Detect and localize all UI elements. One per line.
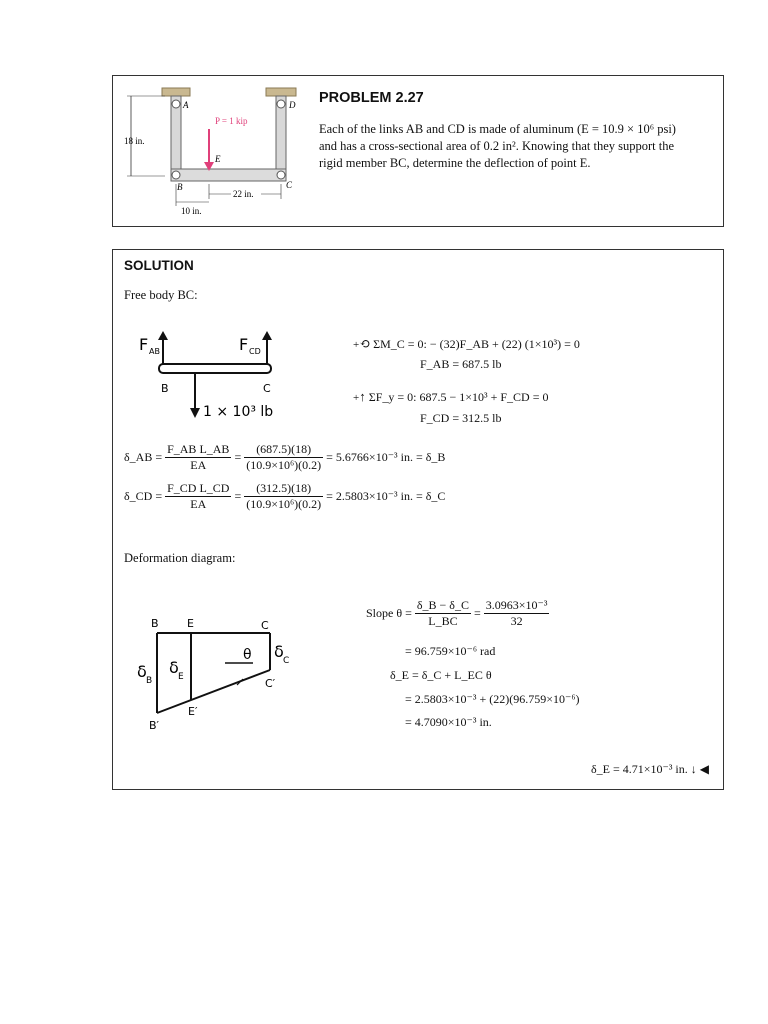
slope-num-frac	[484, 598, 550, 629]
deform-b: B	[151, 617, 159, 630]
fbd-f-ab: F	[139, 335, 149, 354]
fbd-label-b: B	[161, 382, 169, 395]
deform-delta-b-sub: B	[146, 676, 153, 686]
slope-result: = 96.759×10⁻⁶ rad	[405, 644, 496, 658]
label-C: C	[286, 180, 293, 190]
deformation-diagram	[135, 615, 295, 735]
delta-ab-num: (687.5)(18)	[244, 442, 323, 458]
deform-theta: θ	[243, 647, 252, 663]
slope-sym-num: δ_B − δ_C	[416, 598, 469, 612]
label-A: A	[183, 100, 189, 110]
moment-eq-text: ΣM_C = 0: − (32)F_AB + (22) (1×10³) = 0	[373, 337, 580, 351]
deform-e-prime: E′	[188, 705, 198, 718]
deform-delta-e-sub: E	[178, 672, 184, 682]
label-E: E	[215, 154, 221, 164]
delta-cd-sym-num: F_CD L_CD	[167, 481, 230, 495]
delta-cd-result: = 2.5803×10⁻³ in. = δ_C	[326, 489, 446, 503]
slope-equation: Slope θ = $\frac{\delta\_B - \delta\_C}{L\_BC}$ = $\frac{\text{3.0963×10⁻³}}{32}$	[366, 598, 548, 628]
problem-box	[112, 75, 724, 227]
problem-line-1: Each of the links AB and CD is made of aluminum (E = 10.9 × 10⁶ psi)	[319, 122, 676, 136]
deform-c-prime: C′	[265, 677, 276, 690]
slope-sym-frac	[415, 598, 471, 629]
delta-e-value: = 4.7090×10⁻³ in.	[405, 715, 492, 729]
delta-ab-sym-den: EA	[190, 458, 207, 472]
deformation-label: Deformation diagram:	[124, 551, 236, 565]
problem-title: PROBLEM 2.27	[319, 90, 424, 106]
delta-ab-den: (10.9×10⁶)(0.2)	[246, 458, 322, 472]
slope-lhs: Slope θ =	[366, 606, 412, 620]
deform-delta-c-sub: C	[283, 656, 290, 666]
solution-box	[112, 249, 724, 790]
force-result: F_CD = 312.5 lb	[420, 411, 502, 425]
fbd-f-cd: F	[239, 335, 249, 354]
delta-cd-num: (312.5)(18)	[244, 481, 323, 497]
force-eq-text: ΣF_y = 0: 687.5 − 1×10³ + F_CD = 0	[368, 390, 549, 404]
label-D: D	[289, 100, 296, 110]
delta-cd-sym-frac	[165, 481, 231, 512]
delta-cd-num-frac	[244, 481, 323, 512]
slope-den: 32	[510, 614, 523, 628]
moment-equation: +⟲ ΣM_C = 0: − (32)F_AB + (22) (1×10³) = 0	[353, 336, 580, 351]
delta-ab-sym-num: F_AB L_AB	[167, 442, 230, 456]
moment-result: F_AB = 687.5 lb	[420, 357, 502, 371]
delta-e-formula: δ_E = δ_C + L_EC θ	[390, 668, 492, 682]
load-label: P = 1 kip	[215, 116, 248, 126]
force-equation: +↑ ΣF_y = 0: 687.5 − 1×10³ + F_CD = 0	[353, 389, 549, 404]
slope-sym-den: L_BC	[428, 614, 458, 628]
problem-line-3: rigid member BC, determine the deflection of point E.	[319, 156, 591, 170]
deform-delta-e: δ	[169, 658, 179, 677]
dim-a-label: 10 in.	[181, 206, 202, 216]
deform-delta-b: δ	[137, 662, 147, 681]
delta-cd-lhs: δ_CD =	[124, 489, 163, 503]
delta-cd-sym-den: EA	[190, 497, 207, 511]
deform-delta-c: δ	[274, 642, 284, 661]
problem-text	[319, 121, 714, 172]
fbd-load: 1 × 10³ lb	[203, 404, 274, 420]
delta-ab-num-frac	[244, 442, 323, 473]
linkage-figure	[121, 84, 321, 220]
delta-ab-lhs: δ_AB =	[124, 450, 163, 464]
fbd-f-ab-sub: AB	[149, 347, 160, 356]
problem-line-2: and has a cross-sectional area of 0.2 in². Knowing that they support the	[319, 139, 675, 153]
slope-num: 3.0963×10⁻³	[485, 598, 548, 612]
solution-title: SOLUTION	[124, 258, 194, 273]
delta-ab-sym-frac	[165, 442, 231, 473]
delta-ab-equation: δ_AB = $\frac{\text{F\_AB L\_AB}}{EA}$ = $\frac{(687.5)(18)}{\text{(10.9×10⁶)(0.2)}}$ = 5.6766×10⁻³ in. = δ_B	[124, 442, 446, 472]
final-answer: δ_E = 4.71×10⁻³ in. ↓ ◀	[590, 762, 709, 776]
delta-cd-equation: δ_CD = $\frac{\text{F\_CD L\_CD}}{EA}$ = $\frac{(312.5)(18)}{\text{(10.9×10⁶)(0.2)}}$ = 2.5803×10⁻³ in. = δ_C	[124, 481, 446, 511]
free-body-diagram	[135, 330, 285, 420]
free-body-label: Free body BC:	[124, 288, 198, 302]
dim-b-label: 22 in.	[233, 189, 254, 199]
deform-e: E	[187, 617, 194, 630]
delta-e-step: = 2.5803×10⁻³ + (22)(96.759×10⁻⁶)	[405, 692, 580, 706]
fbd-label-c: C	[263, 382, 271, 395]
fbd-f-cd-sub: CD	[249, 347, 261, 356]
label-B: B	[177, 182, 183, 192]
deform-b-prime: B′	[149, 719, 160, 732]
dim-height-label: 18 in.	[124, 136, 145, 146]
delta-cd-den: (10.9×10⁶)(0.2)	[246, 497, 322, 511]
delta-ab-result: = 5.6766×10⁻³ in. = δ_B	[326, 450, 446, 464]
deform-c: C	[261, 619, 269, 632]
